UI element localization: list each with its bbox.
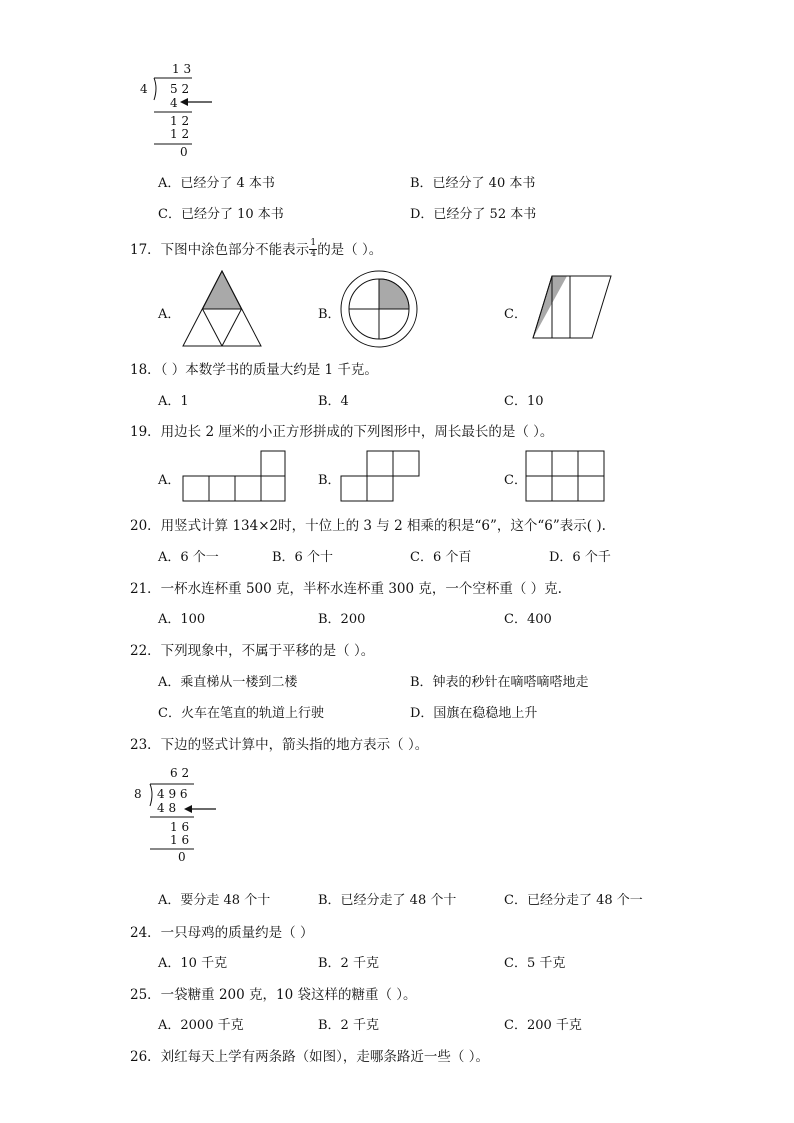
circle-figure [340, 270, 420, 350]
parallelogram-figure [530, 276, 620, 366]
remainder-2: 0 [178, 850, 186, 864]
dividend-2: 4 9 6 [157, 787, 188, 801]
division-1-lines [140, 60, 220, 160]
q16-option-c[interactable]: C．已经分了 10 本书 [158, 207, 284, 222]
q24-option-a[interactable]: A．10 千克 [158, 956, 228, 971]
quotient-2: 6 2 [170, 766, 190, 780]
step3-1: 1 2 [170, 127, 190, 141]
triangle-figure [183, 268, 263, 348]
quotient-1: 1 3 [172, 62, 192, 76]
q18-option-c[interactable]: C．10 [504, 394, 544, 409]
q20-option-d[interactable]: D．6 个千 [549, 550, 611, 565]
remainder-1: 0 [180, 145, 188, 159]
step2-1: 1 2 [170, 114, 190, 128]
q20-option-a[interactable]: A．6 个一 [158, 550, 219, 565]
q18-option-a[interactable]: A．1 [158, 394, 189, 409]
dividend-1: 5 2 [170, 82, 190, 96]
q16-option-d[interactable]: D．已经分了 52 本书 [410, 207, 537, 222]
q24-question: 24．一只母鸡的质量约是（ ） [130, 925, 314, 941]
q20-option-c[interactable]: C．6 个百 [410, 550, 472, 565]
q21-option-b[interactable]: B．200 [318, 612, 366, 627]
q23-question: 23．下边的竖式计算中，箭头指的地方表示（ ）。 [130, 737, 429, 753]
step1-2: 4 8 [157, 801, 177, 815]
q25-option-c[interactable]: C．200 千克 [504, 1018, 582, 1033]
q26-question: 26．刘红每天上学有两条路（如图），走哪条路近一些（ ）。 [130, 1049, 489, 1065]
q20-question: 20．用竖式计算 134×2时，十位上的 3 与 2 相乘的积是“6”，这个“6”表示( ). [130, 518, 606, 534]
q17-text-after: 的是（ ）。 [317, 242, 383, 258]
q21-option-a[interactable]: A．100 [158, 612, 206, 627]
q18-question: 18．（ ）本数学书的质量大约是 1 千克。 [130, 362, 378, 378]
q16-option-a[interactable]: A．已经分了 4 本书 [158, 176, 275, 191]
fraction-one-quarter [309, 238, 317, 259]
q24-option-c[interactable]: C．5 千克 [504, 956, 566, 971]
q21-question: 21．一杯水连杯重 500 克，半杯水连杯重 300 克，一个空杯重（ ）克. [130, 581, 562, 597]
grid-shape-b [341, 449, 431, 509]
q23-option-b[interactable]: B．已经分走了 48 个十 [318, 893, 457, 908]
q22-option-d[interactable]: D．国旗在稳稳地上升 [410, 706, 538, 721]
arrow-left-icon [180, 98, 212, 106]
q19-option-c[interactable]: C． [504, 473, 527, 488]
q20-option-b[interactable]: B．6 个十 [272, 550, 333, 565]
q17-option-a[interactable]: A． [158, 307, 181, 322]
q17-question [130, 238, 382, 258]
step1-1: 4 [170, 96, 178, 110]
q18-option-b[interactable]: B．4 [318, 394, 349, 409]
grid-shape-a [183, 449, 293, 509]
step2-2: 1 6 [170, 820, 190, 834]
divisor-1: 4 [140, 82, 148, 96]
q19-option-b[interactable]: B． [318, 473, 341, 488]
q25-question: 25．一袋糖重 200 克，10 袋这样的糖重（ ）。 [130, 987, 417, 1003]
q22-question: 22．下列现象中，不属于平移的是（ ）。 [130, 643, 375, 659]
frac-numerator: 1 [310, 238, 317, 248]
q22-option-c[interactable]: C．火车在笔直的轨道上行驶 [158, 706, 324, 721]
q23-option-c[interactable]: C．已经分走了 48 个一 [504, 893, 643, 908]
q17-option-b[interactable]: B． [318, 307, 341, 322]
q22-option-a[interactable]: A．乘直梯从一楼到二楼 [158, 675, 298, 690]
q19-option-a[interactable]: A． [158, 473, 181, 488]
q24-option-b[interactable]: B．2 千克 [318, 956, 379, 971]
q17-text-before: 17．下图中涂色部分不能表示 [130, 242, 310, 258]
grid-shape-c [526, 449, 616, 509]
arrow-left-icon [184, 805, 216, 813]
q17-option-c[interactable]: C． [504, 307, 527, 322]
q25-option-b[interactable]: B．2 千克 [318, 1018, 379, 1033]
step3-2: 1 6 [170, 833, 190, 847]
q23-option-a[interactable]: A．要分走 48 个十 [158, 893, 271, 908]
q22-option-b[interactable]: B．钟表的秒针在嘀嗒嘀嗒地走 [410, 675, 589, 690]
division-2-lines [140, 764, 230, 864]
frac-denominator: 4 [310, 249, 317, 259]
divisor-2: 8 [134, 787, 142, 801]
q21-option-c[interactable]: C．400 [504, 612, 552, 627]
q25-option-a[interactable]: A．2000 千克 [158, 1018, 244, 1033]
q19-question: 19．用边长 2 厘米的小正方形拼成的下列图形中，周长最长的是（ ）。 [130, 424, 554, 440]
q16-option-b[interactable]: B．已经分了 40 本书 [410, 176, 536, 191]
